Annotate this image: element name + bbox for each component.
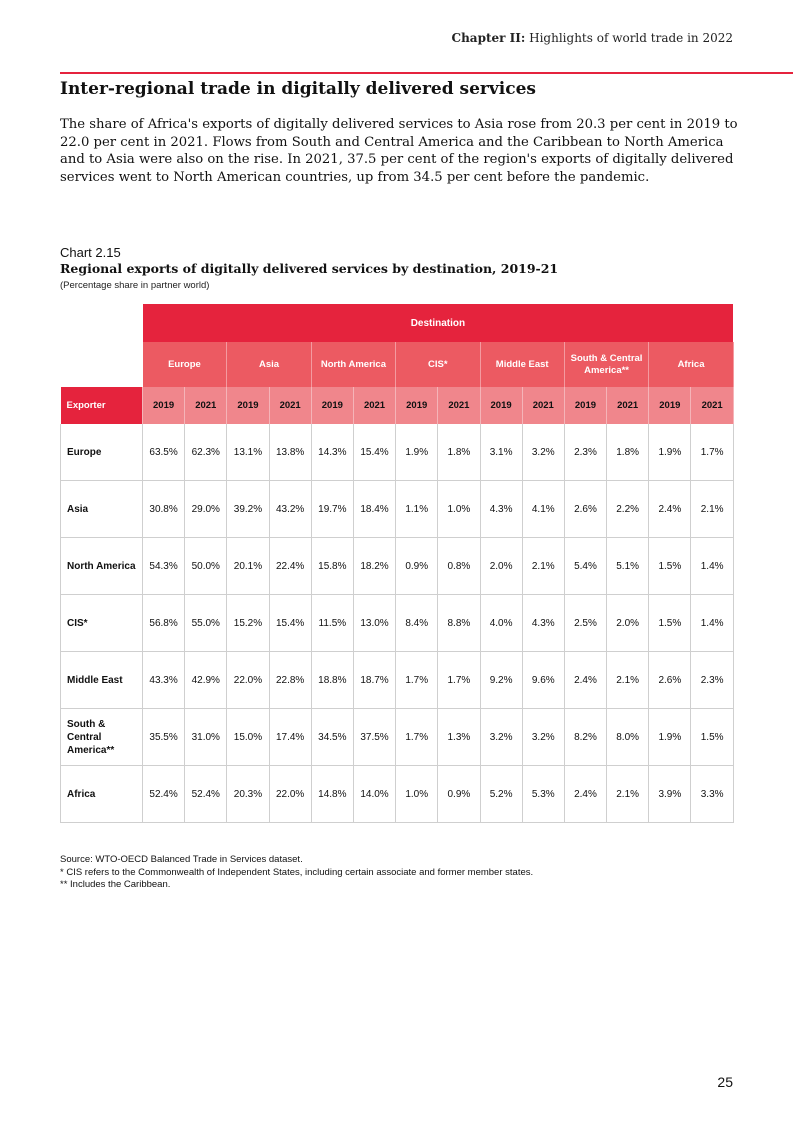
share-cell: 14.8%: [311, 766, 353, 823]
share-cell: 22.8%: [269, 652, 311, 709]
share-cell: 20.3%: [227, 766, 269, 823]
share-cell: 42.9%: [185, 652, 227, 709]
year-header: 2019: [227, 387, 269, 424]
share-cell: 1.3%: [438, 709, 480, 766]
year-header: 2021: [438, 387, 480, 424]
table-row: [61, 424, 734, 481]
share-cell: 2.1%: [607, 652, 649, 709]
share-cell: 1.1%: [396, 481, 438, 538]
destination-header-row: [61, 304, 734, 342]
destination-region-header: CIS*: [396, 342, 480, 387]
share-cell: 22.4%: [269, 538, 311, 595]
share-cell: 13.0%: [353, 595, 395, 652]
share-cell: 1.9%: [649, 709, 691, 766]
table-body: [61, 424, 734, 823]
table-row: [61, 766, 734, 823]
destination-region-header: Europe: [143, 342, 227, 387]
share-cell: 1.5%: [649, 538, 691, 595]
source-note: Source: WTO-OECD Balanced Trade in Services dataset.: [60, 854, 303, 865]
share-cell: 39.2%: [227, 481, 269, 538]
table-row: [61, 652, 734, 709]
share-cell: 52.4%: [185, 766, 227, 823]
share-cell: 17.4%: [269, 709, 311, 766]
share-cell: 37.5%: [353, 709, 395, 766]
cis-footnote: * CIS refers to the Commonwealth of Independent States, including certain associate and former member states.: [60, 866, 534, 878]
share-cell: 2.4%: [564, 766, 606, 823]
share-cell: 43.3%: [143, 652, 185, 709]
exporter-label: CIS*: [61, 595, 143, 652]
share-cell: 2.3%: [564, 424, 606, 481]
share-cell: 1.9%: [649, 424, 691, 481]
share-cell: 18.8%: [311, 652, 353, 709]
chapter-title: Highlights of world trade in 2022: [529, 31, 733, 45]
share-cell: 56.8%: [143, 595, 185, 652]
share-cell: 3.2%: [480, 709, 522, 766]
exporter-label: Middle East: [61, 652, 143, 709]
share-cell: 5.1%: [607, 538, 649, 595]
share-cell: 3.3%: [691, 766, 733, 823]
share-cell: 5.2%: [480, 766, 522, 823]
destination-region-header: South & Central America**: [564, 342, 648, 387]
exporter-label: Africa: [61, 766, 143, 823]
section-title: Inter-regional trade in digitally delivered services: [60, 79, 536, 99]
share-cell: 2.1%: [607, 766, 649, 823]
share-cell: 2.2%: [607, 481, 649, 538]
chart-title: Regional exports of digitally delivered services by destination, 2019-21: [60, 261, 559, 276]
year-header: 2019: [480, 387, 522, 424]
year-header: 2019: [649, 387, 691, 424]
year-header: 2021: [269, 387, 311, 424]
year-header: 2021: [353, 387, 395, 424]
table-row: [61, 709, 734, 766]
share-cell: 35.5%: [143, 709, 185, 766]
chart-label: Chart 2.15: [60, 245, 121, 260]
year-header: 2019: [143, 387, 185, 424]
share-cell: 34.5%: [311, 709, 353, 766]
share-cell: 15.8%: [311, 538, 353, 595]
chart-notes: [60, 854, 533, 892]
share-cell: 2.0%: [607, 595, 649, 652]
share-cell: 2.4%: [564, 652, 606, 709]
destination-header: Destination: [143, 304, 734, 342]
share-cell: 2.6%: [564, 481, 606, 538]
share-cell: 11.5%: [311, 595, 353, 652]
share-cell: 50.0%: [185, 538, 227, 595]
year-header: 2019: [396, 387, 438, 424]
share-cell: 13.1%: [227, 424, 269, 481]
share-cell: 54.3%: [143, 538, 185, 595]
share-cell: 14.0%: [353, 766, 395, 823]
share-cell: 1.5%: [691, 709, 733, 766]
destination-region-header: Africa: [649, 342, 734, 387]
share-cell: 52.4%: [143, 766, 185, 823]
corner-blank: [61, 304, 143, 342]
year-header: 2019: [311, 387, 353, 424]
share-cell: 43.2%: [269, 481, 311, 538]
share-cell: 2.1%: [691, 481, 733, 538]
corner-blank: [61, 342, 143, 387]
share-cell: 0.9%: [438, 766, 480, 823]
share-cell: 14.3%: [311, 424, 353, 481]
share-cell: 19.7%: [311, 481, 353, 538]
share-cell: 5.3%: [522, 766, 564, 823]
share-cell: 1.4%: [691, 538, 733, 595]
share-cell: 8.8%: [438, 595, 480, 652]
region-header-row: [61, 342, 734, 387]
share-cell: 1.9%: [396, 424, 438, 481]
share-cell: 22.0%: [227, 652, 269, 709]
share-cell: 8.0%: [607, 709, 649, 766]
share-cell: 29.0%: [185, 481, 227, 538]
year-header: 2021: [522, 387, 564, 424]
exporter-header: Exporter: [61, 387, 143, 424]
page-number: 25: [717, 1074, 733, 1090]
share-cell: 1.0%: [438, 481, 480, 538]
table-row: [61, 538, 734, 595]
exporter-label: Europe: [61, 424, 143, 481]
share-cell: 2.1%: [522, 538, 564, 595]
share-cell: 4.0%: [480, 595, 522, 652]
share-cell: 2.3%: [691, 652, 733, 709]
share-cell: 1.7%: [438, 652, 480, 709]
share-cell: 5.4%: [564, 538, 606, 595]
share-cell: 1.8%: [438, 424, 480, 481]
year-header-row: [61, 387, 734, 424]
share-cell: 4.3%: [522, 595, 564, 652]
share-cell: 8.2%: [564, 709, 606, 766]
intro-paragraph: The share of Africa's exports of digitally delivered services to Asia rose from 20.3 per cent in 2019 to 22.0 per cent in 2021. Flows from South and Central America and the Caribbean to North America and to Asia were also on the rise. In 2021, 37.5 per cent of the region's exports of digitally delivered services went to North American countries, up from 34.5 per cent before the pandemic.: [60, 117, 738, 185]
share-cell: 3.2%: [522, 709, 564, 766]
share-cell: 3.1%: [480, 424, 522, 481]
chapter-label: Chapter II:: [451, 31, 526, 45]
share-cell: 15.0%: [227, 709, 269, 766]
share-cell: 18.4%: [353, 481, 395, 538]
share-cell: 3.9%: [649, 766, 691, 823]
destination-region-header: Middle East: [480, 342, 564, 387]
share-cell: 1.4%: [691, 595, 733, 652]
share-cell: 15.2%: [227, 595, 269, 652]
share-cell: 2.5%: [564, 595, 606, 652]
exports-table: [60, 304, 734, 823]
share-cell: 1.5%: [649, 595, 691, 652]
share-cell: 4.1%: [522, 481, 564, 538]
year-header: 2021: [607, 387, 649, 424]
share-cell: 18.7%: [353, 652, 395, 709]
header-rule: [60, 72, 793, 74]
share-cell: 1.7%: [396, 709, 438, 766]
destination-region-header: Asia: [227, 342, 311, 387]
share-cell: 9.2%: [480, 652, 522, 709]
share-cell: 20.1%: [227, 538, 269, 595]
share-cell: 1.8%: [607, 424, 649, 481]
exporter-label: South & Central America**: [61, 709, 143, 766]
share-cell: 22.0%: [269, 766, 311, 823]
year-header: 2019: [564, 387, 606, 424]
share-cell: 2.0%: [480, 538, 522, 595]
table-row: [61, 595, 734, 652]
chart-subtitle: (Percentage share in partner world): [60, 280, 210, 291]
running-header: [452, 31, 733, 45]
table-row: [61, 481, 734, 538]
destination-region-header: North America: [311, 342, 395, 387]
share-cell: 13.8%: [269, 424, 311, 481]
share-cell: 0.9%: [396, 538, 438, 595]
share-cell: 1.7%: [691, 424, 733, 481]
share-cell: 15.4%: [269, 595, 311, 652]
share-cell: 2.6%: [649, 652, 691, 709]
share-cell: 55.0%: [185, 595, 227, 652]
share-cell: 1.7%: [396, 652, 438, 709]
share-cell: 8.4%: [396, 595, 438, 652]
share-cell: 2.4%: [649, 481, 691, 538]
share-cell: 1.0%: [396, 766, 438, 823]
exporter-label: North America: [61, 538, 143, 595]
share-cell: 3.2%: [522, 424, 564, 481]
year-header: 2021: [185, 387, 227, 424]
share-cell: 15.4%: [353, 424, 395, 481]
share-cell: 63.5%: [143, 424, 185, 481]
share-cell: 31.0%: [185, 709, 227, 766]
share-cell: 62.3%: [185, 424, 227, 481]
share-cell: 30.8%: [143, 481, 185, 538]
share-cell: 18.2%: [353, 538, 395, 595]
year-header: 2021: [691, 387, 733, 424]
caribbean-footnote: ** Includes the Caribbean.: [60, 879, 171, 890]
share-cell: 0.8%: [438, 538, 480, 595]
exporter-label: Asia: [61, 481, 143, 538]
share-cell: 4.3%: [480, 481, 522, 538]
share-cell: 9.6%: [522, 652, 564, 709]
